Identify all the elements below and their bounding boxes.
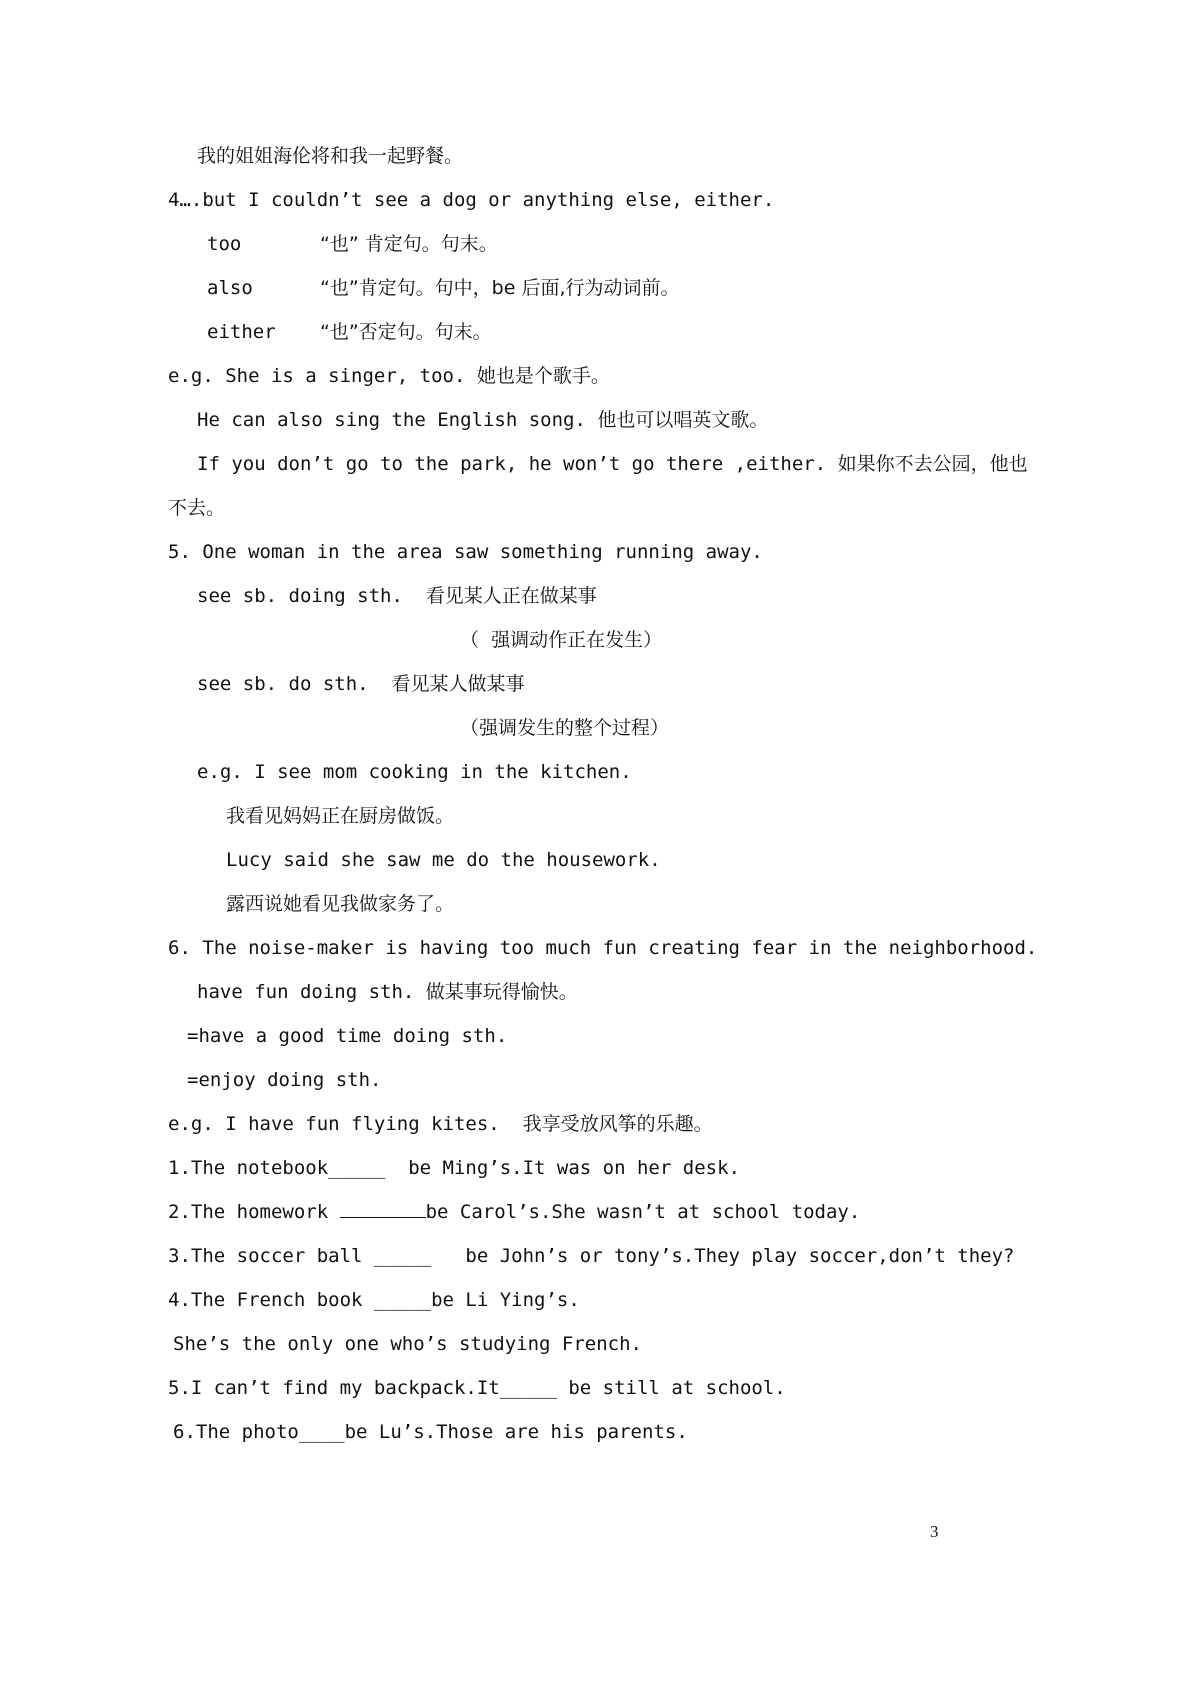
term-either: either (207, 321, 276, 343)
exercise-2-end: be Carol’s.She wasn’t at school today. (425, 1201, 861, 1223)
line-1: 我的姐姐海伦将和我一起野餐。 (197, 145, 464, 167)
example-3-cont: 不去。 (168, 497, 226, 519)
example-6: e.g. I have fun flying kites. 我享受放风筝的乐趣。 (168, 1113, 713, 1135)
example-5-cn: 露西说她看见我做家务了。 (226, 893, 455, 915)
example-4: e.g. I see mom cooking in the kitchen. (197, 761, 632, 783)
term-too: too (207, 233, 242, 255)
exercise-3: 3.The soccer ball _____ be John’s or tony’s.They play soccer,don’t they? (168, 1245, 1015, 1267)
phrase-have-fun: have fun doing sth. 做某事玩得愉快。 (197, 981, 578, 1003)
example-5: Lucy said she saw me do the housework. (226, 849, 661, 871)
note-whole-process: （强调发生的整个过程） (460, 717, 670, 739)
phrase-see-doing: see sb. doing sth. 看见某人正在做某事 (197, 585, 597, 607)
phrase-enjoy: =enjoy doing sth. (187, 1069, 382, 1091)
exercise-2 (168, 1199, 860, 1225)
term-too-desc: “也” 肯定句。句末。 (320, 233, 498, 255)
note-in-progress: （ 强调动作正在发生） (460, 629, 663, 651)
exercise-1: 1.The notebook_____ be Ming’s.It was on her desk. (168, 1157, 740, 1179)
example-3: If you don’t go to the park, he won’t go there ,either. 如果你不去公园，他也 (197, 453, 1028, 475)
term-also: also (207, 277, 253, 299)
phrase-see-do: see sb. do sth. 看见某人做某事 (197, 673, 525, 695)
exercise-2-start: 2.The homework (168, 1201, 340, 1223)
example-2: He can also sing the English song. 他也可以唱英文歌。 (197, 409, 769, 431)
example-1: e.g. She is a singer, too. 她也是个歌手。 (168, 365, 610, 387)
exercise-4: 4.The French book _____be Li Ying’s. (168, 1289, 580, 1311)
example-4-cn: 我看见妈妈正在厨房做饭。 (226, 805, 455, 827)
term-either-desc: “也”否定句。句末。 (320, 321, 492, 343)
line-5-heading: 5. One woman in the area saw something running away. (168, 541, 763, 563)
answer-blank (340, 1199, 426, 1218)
term-also-desc: “也”肯定句。句中，be 后面,行为动词前。 (320, 277, 680, 299)
line-2: 4….but I couldn’t see a dog or anything else, either. (168, 189, 775, 211)
exercise-4-cont: She’s the only one who’s studying French. (173, 1333, 642, 1355)
exercise-5: 5.I can’t find my backpack.It_____ be still at school. (168, 1377, 786, 1399)
exercise-6: 6.The photo____be Lu’s.Those are his parents. (173, 1421, 688, 1443)
phrase-good-time: =have a good time doing sth. (187, 1025, 508, 1047)
line-6-heading: 6. The noise-maker is having too much fun creating fear in the neighborhood. (168, 937, 1038, 959)
page-number: 3 (930, 1522, 939, 1541)
